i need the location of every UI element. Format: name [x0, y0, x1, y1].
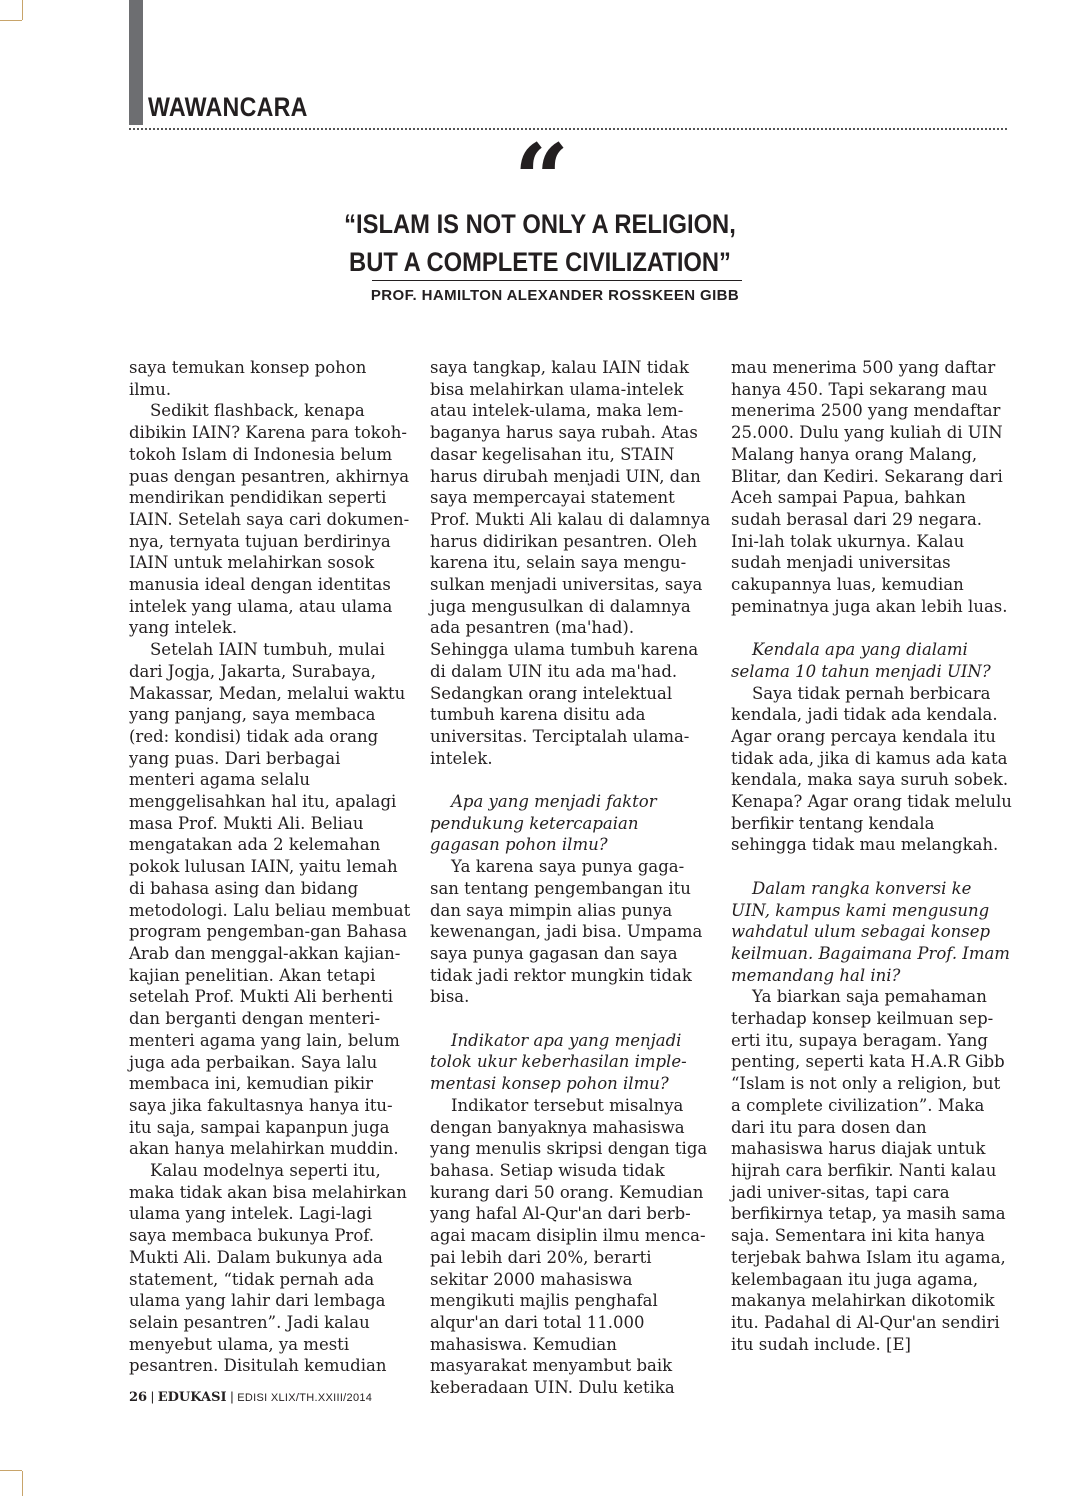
edition-info: EDISI XLIX/TH.XXIII/2014: [237, 1392, 373, 1404]
crop-mark: [0, 1470, 22, 1471]
section-accent-bar: [129, 0, 143, 125]
footer-separator: |: [230, 1389, 234, 1404]
interview-question: Indikator apa yang menjadi tolok ukur keberhasilan imple-mentasi konsep pohon ilmu?: [430, 1030, 687, 1094]
article-column-2: [430, 357, 712, 1399]
quote-divider: [372, 280, 742, 281]
interview-question: Kendala apa yang dialami selama 10 tahun menjadi UIN?: [731, 640, 991, 681]
crop-mark: [0, 20, 22, 21]
paragraph: Setelah IAIN tumbuh, mulai dari Jogja, Jakarta, Surabaya, Makassar, Medan, melalui waktu yang panjang, saya membaca (red: kondisi) tidak ada orang yang puas. Dari berbagai menteri agama selalu menggelisahkan hal itu, apalagi masa Prof. Mukti Ali. Beliau mengatakan ada 2 kelemahan pokok lulusan IAIN, yaitu lemah di bahasa asing dan bidang metodologi. Lalu beliau membuat program pengemban-gan Bahasa Arab dan menggal-akkan kajian-kajian penelitian. Akan tetapi setelah Prof. Mukti Ali berhenti dan berganti dengan menteri-menteri agama yang lain, belum juga ada perbaikan. Saya lalu membaca ini, kemudian pikir saya jika fakultasnya hanya itu-itu saja, sampai kapanpun juga akan hanya melahirkan muddin.: [129, 640, 411, 1159]
page-footer: [129, 1389, 372, 1405]
page-number: 26: [129, 1390, 148, 1405]
paragraph: saya temukan konsep pohon ilmu.: [129, 358, 367, 399]
paragraph: Ya biarkan saja pemahaman terhadap konsep keilmuan sep-erti itu, supaya beragam. Yang penting, seperti kata H.A.R Gibb “Islam is not only a religion, but a complete civilization”. Maka dari itu para dosen dan mahasiswa harus diajak untuk hijrah cara berfikir. Nanti kalau jadi univer-sitas, tapi cara berfikirnya tetap, ya masih sama saja. Sementara ini kita hanya terjebak bahwa Islam itu agama, kelembagaan itu juga agama, makanya melahirkan dikotomik itu. Padahal di Al-Qur'an sendiri itu sudah include. [E]: [731, 987, 1006, 1354]
pull-quote: [300, 205, 780, 281]
paragraph: Ya karena saya punya gaga-san tentang pengembangan itu dan saya mimpin alias punya kewenangan, jadi bisa. Umpama saya punya gagasan dan saya tidak jadi rektor mungkin tidak bisa.: [430, 857, 703, 1007]
paragraph: Kalau modelnya seperti itu, maka tidak akan bisa melahirkan ulama yang intelek. Lagi-lagi saya membaca bukunya Prof. Mukti Ali. Dalam bukunya ada statement, “tidak pernah ada ulama yang lahir dari lembaga selain pesantren”. Jadi kalau menyebut ulama, ya mesti pesantren. Disitulah kemudian: [129, 1161, 407, 1376]
article-column-1: [129, 357, 411, 1377]
magazine-name: EDUKASI: [157, 1390, 227, 1405]
quote-author: PROF. HAMILTON ALEXANDER ROSSKEEN GIBB: [370, 287, 740, 304]
article-column-3: [731, 357, 1013, 1355]
paragraph: saya tangkap, kalau IAIN tidak bisa melahirkan ulama-intelek atau intelek-ulama, maka lem-baganya harus saya rubah. Atas dasar kegelisahan itu, STAIN harus dirubah menjadi UIN, dan saya mempercayai statement Prof. Mukti Ali kalau di dalamnya harus didirikan pesantren. Oleh karena itu, selain saya mengu-sulkan menjadi universitas, saya juga mengusulkan di dalamnya ada pesantren (ma'had). Sehingga ulama tumbuh karena di dalam UIN itu ada ma'had. Sedangkan orang intelektual tumbuh karena disitu ada universitas. Terciptalah ulama-intelek.: [430, 358, 711, 768]
interview-question: Apa yang menjadi faktor pendukung ketercapaian gagasan pohon ilmu?: [430, 792, 657, 855]
interview-question: Dalam rangka konversi ke UIN, kampus kami mengusung wahdatul ulum sebagai konsep keilmuan. Bagaimana Prof. Imam memandang hal ini?: [731, 878, 1010, 985]
footer-separator: |: [150, 1389, 155, 1404]
paragraph: Indikator tersebut misalnya dengan banyaknya mahasiswa yang menulis skripsi dengan tiga bahasa. Setiap wisuda tidak kurang dari 50 orang. Kemudian yang hafal Al-Qur'an dari berb-agai macam disiplin ilmu menca-pai lebih dari 20%, berarti sekitar 2000 mahasiswa mengikuti majlis penghafal alqur'an dari total 11.000 mahasiswa. Kemudian masyarakat menyambut baik keberadaan UIN. Dulu ketika: [430, 1095, 708, 1398]
paragraph: Sedikit flashback, kenapa dibikin IAIN? Karena para tokoh-tokoh Islam di Indonesia belum puas dengan pesantren, akhirnya mendirikan pendidikan seperti IAIN. Setelah saya cari dokumen-nya, ternyata tujuan berdirinya IAIN untuk melahirkan sosok manusia ideal dengan identitas intelek yang ulama, atau ulama yang intelek.: [129, 401, 410, 638]
pull-quote-line-1: “ISLAM IS NOT ONLY A RELIGION,: [344, 209, 736, 239]
quote-mark-icon: “: [513, 123, 570, 236]
section-title: WAWANCARA: [148, 92, 308, 122]
paragraph: mau menerima 500 yang daftar hanya 450. Tapi sekarang mau menerima 2500 yang mendaftar 25.000. Dulu yang kuliah di UIN Malang hanya orang Malang, Blitar, dan Kediri. Sekarang dari Aceh sampai Papua, bahkan sudah berasal dari 29 negara. Ini-lah tolak ukurnya. Kalau sudah menjadi universitas cakupannya luas, kemudian peminatnya juga akan lebih luas.: [731, 358, 1008, 616]
paragraph: Saya tidak pernah berbicara kendala, jadi tidak ada kendala. Agar orang percaya kendala itu tidak ada, jika di kamus ada kata kendala, maka saya suruh sobek. Kenapa? Agar orang tidak melulu berfikir tentang kendala sehingga tidak mau melangkah.: [731, 683, 1012, 855]
pull-quote-line-2: BUT A COMPLETE CIVILIZATION”: [349, 247, 731, 277]
crop-mark: [22, 0, 23, 20]
crop-mark: [22, 1471, 23, 1496]
